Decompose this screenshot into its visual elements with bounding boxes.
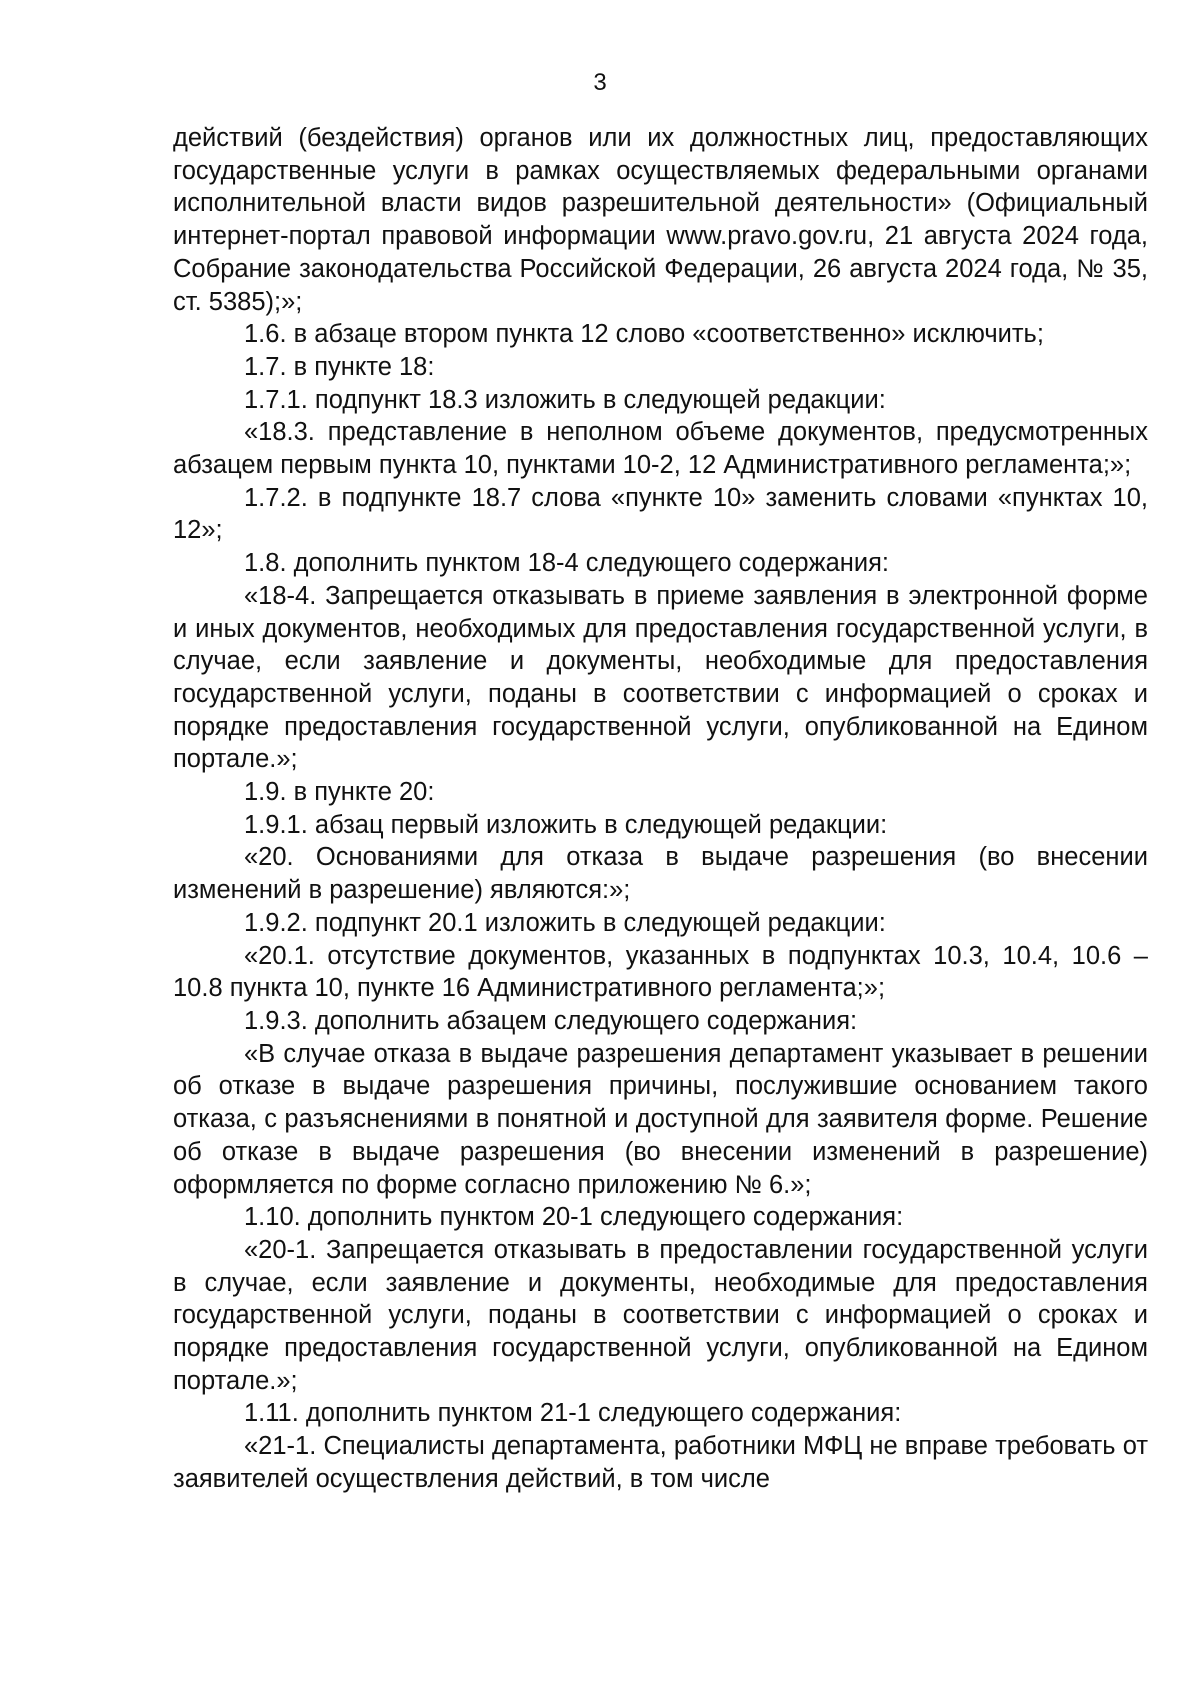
paragraph-1: действий (бездействия) органов или их должностных лиц, предоставляющих государственные услуги в рамках осуществляемых федеральными органами исполнительной власти видов разрешительной деятельности» (Официальный интернет-портал правовой информации www.pravo.gov.ru, 21 августа 2024 года, Собрание законодательства Российской Федерации, 26 августа 2024 года, № 35, ст. 5385);»;: [173, 124, 1148, 316]
paragraph-4: 1.7.1. подпункт 18.3 изложить в следующей редакции:: [244, 385, 886, 414]
page-number: 3: [593, 69, 607, 96]
paragraph-7: 1.8. дополнить пунктом 18-4 следующего содержания:: [244, 549, 890, 578]
paragraph-19: «21-1. Специалисты департамента, работники МФЦ не вправе требовать от заявителей осуществления действий, в том числе: [173, 1432, 1148, 1493]
paragraph-16: 1.10. дополнить пунктом 20-1 следующего содержания:: [244, 1203, 904, 1232]
paragraph-3: 1.7. в пункте 18:: [244, 352, 435, 381]
paragraph-14: 1.9.3. дополнить абзацем следующего содержания:: [244, 1006, 858, 1035]
paragraph-12: 1.9.2. подпункт 20.1 изложить в следующей редакции:: [244, 908, 886, 937]
paragraph-11: «20. Основаниями для отказа в выдаче разрешения (во внесении изменений в разрешение) являются:»;: [173, 843, 1148, 905]
paragraph-15: «В случае отказа в выдаче разрешения департамент указывает в решении об отказе в выдаче разрешения причины, послужившие основанием такого отказа, с разъяснениями в понятной и доступной для заявителя форме. Решение об отказе в выдаче разрешения (во внесении изменений в разрешение) оформляется по форме согласно приложению № 6.»;: [173, 1039, 1148, 1199]
document-body: [173, 122, 1148, 1496]
paragraph-10: 1.9.1. абзац первый изложить в следующей редакции:: [244, 810, 888, 839]
paragraph-17: «20-1. Запрещается отказывать в предоставлении государственной услуги в случае, если заявление и документы, необходимые для предоставления государственной услуги, поданы в соответствии с информацией о сроках и порядке предоставления государственной услуги, опубликованной на Едином портале.»;: [173, 1235, 1148, 1395]
paragraph-2: 1.6. в абзаце втором пункта 12 слово «соответственно» исключить;: [244, 320, 1044, 349]
paragraph-13: «20.1. отсутствие документов, указанных в подпунктах 10.3, 10.4, 10.6 – 10.8 пункта 10, пункте 16 Административного регламента;»;: [173, 941, 1148, 1003]
paragraph-8: «18-4. Запрещается отказывать в приеме заявления в электронной форме и иных документов, необходимых для предоставления государственной услуги, в случае, если заявление и документы, необходимые для предоставления государственной услуги, поданы в соответствии с информацией о сроках и порядке предоставления государственной услуги, опубликованной на Едином портале.»;: [173, 581, 1148, 774]
paragraph-18: 1.11. дополнить пунктом 21-1 следующего содержания:: [244, 1399, 902, 1428]
paragraph-9: 1.9. в пункте 20:: [244, 778, 435, 807]
paragraph-6: 1.7.2. в подпункте 18.7 слова «пункте 10» заменить словами «пунктах 10, 12»;: [173, 483, 1148, 545]
paragraph-5: «18.3. представление в неполном объеме документов, предусмотренных абзацем первым пункта 10, пунктами 10-2, 12 Административного регламента;»;: [173, 418, 1148, 480]
